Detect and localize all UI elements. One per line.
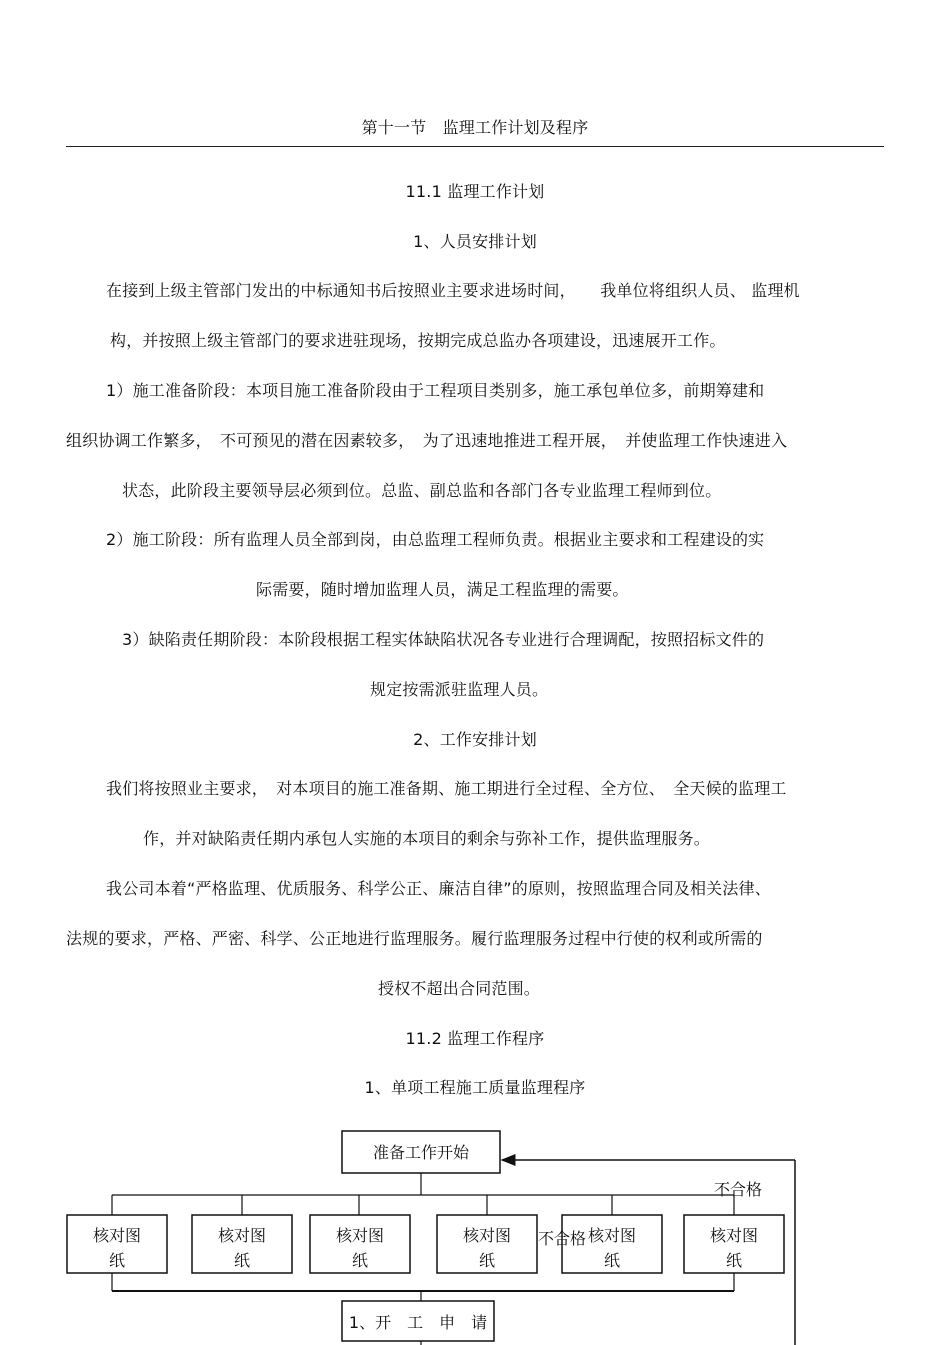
svg-text:核对图: 核对图 — [217, 1226, 267, 1245]
work-p1-line1: 我们将按照业主要求， 对本项目的施工准备期、施工期进行全过程、全方位、 全天候的监理工 — [106, 779, 787, 798]
work-p2-line2: 法规的要求，严格、严密、科学、公正地进行监理服务。履行监理服务过程中行使的权利或所需的 — [66, 929, 763, 948]
svg-text:纸: 纸 — [725, 1251, 743, 1270]
svg-text:核对图: 核对图 — [587, 1226, 637, 1245]
svg-text:核对图: 核对图 — [709, 1226, 759, 1245]
work-p1-line2: 作，并对缺陷责任期内承包人实施的本项目的剩余与弥补工作，提供监理服务。 — [143, 829, 711, 848]
svg-text:核对图: 核对图 — [92, 1226, 142, 1245]
svg-text:核对图: 核对图 — [462, 1226, 512, 1245]
work-p2-line1: 我公司本着“严格监理、优质服务、科学公正、廉洁自律”的原则，按照监理合同及相关法律、 — [106, 879, 771, 898]
svg-text:纸: 纸 — [603, 1251, 621, 1270]
step1-label: 1、开 工 申 请 — [348, 1313, 488, 1332]
check-drawing-box-3 — [310, 1215, 410, 1273]
svg-text:纸: 纸 — [108, 1251, 126, 1270]
fail-label-mid: 不合格 — [538, 1229, 587, 1248]
check-drawing-box-4 — [437, 1215, 537, 1273]
subheading-personnel: 1、人员安排计划 — [413, 232, 537, 251]
check-drawing-box-2 — [192, 1215, 292, 1273]
start-box-label: 准备工作开始 — [372, 1143, 470, 1162]
fail-label-top: 不合格 — [714, 1180, 763, 1199]
check-drawing-box-1 — [67, 1215, 167, 1273]
personnel-p3-line2: 规定按需派驻监理人员。 — [370, 680, 549, 699]
section-heading-11-1: 11.1 监理工作计划 — [405, 182, 545, 201]
personnel-intro-line2: 构，并按照上级主管部门的要求进驻现场，按期完成总监办各项建设，迅速展开工作。 — [110, 331, 726, 350]
svg-text:纸: 纸 — [351, 1251, 369, 1270]
svg-text:纸: 纸 — [478, 1251, 496, 1270]
page-title: 第十一节 监理工作计划及程序 — [361, 118, 589, 137]
check-drawing-box-6 — [684, 1215, 784, 1273]
section-heading-11-2: 11.2 监理工作程序 — [405, 1029, 545, 1048]
subheading-procedure: 1、单项工程施工质量监理程序 — [364, 1078, 586, 1097]
personnel-p1-line3: 状态，此阶段主要领导层必须到位。总监、副总监和各部门各专业监理工程师到位。 — [122, 481, 722, 500]
subheading-work: 2、工作安排计划 — [413, 730, 537, 749]
svg-text:核对图: 核对图 — [335, 1226, 385, 1245]
personnel-p1-line2: 组织协调工作繁多， 不可预见的潜在因素较多， 为了迅速地推进工程开展， 并使监理工作快速进入 — [66, 431, 788, 450]
personnel-p2-line1: 2）施工阶段：所有监理人员全部到岗，由总监理工程师负责。根据业主要求和工程建设的实 — [106, 530, 765, 549]
personnel-p2-line2: 际需要，随时增加监理人员，满足工程监理的需要。 — [256, 580, 629, 599]
personnel-p3-line1: 3）缺陷责任期阶段：本阶段根据工程实体缺陷状况各专业进行合理调配，按照招标文件的 — [122, 630, 765, 649]
personnel-intro-line1: 在接到上级主管部门发出的中标通知书后按照业主要求进场时间， 我单位将组织人员、 监理机 — [106, 281, 800, 300]
personnel-p1-line1: 1）施工准备阶段：本项目施工准备阶段由于工程项目类别多，施工承包单位多，前期筹建和 — [106, 381, 765, 400]
svg-text:纸: 纸 — [233, 1251, 251, 1270]
work-p2-line3: 授权不超出合同范围。 — [378, 979, 541, 998]
